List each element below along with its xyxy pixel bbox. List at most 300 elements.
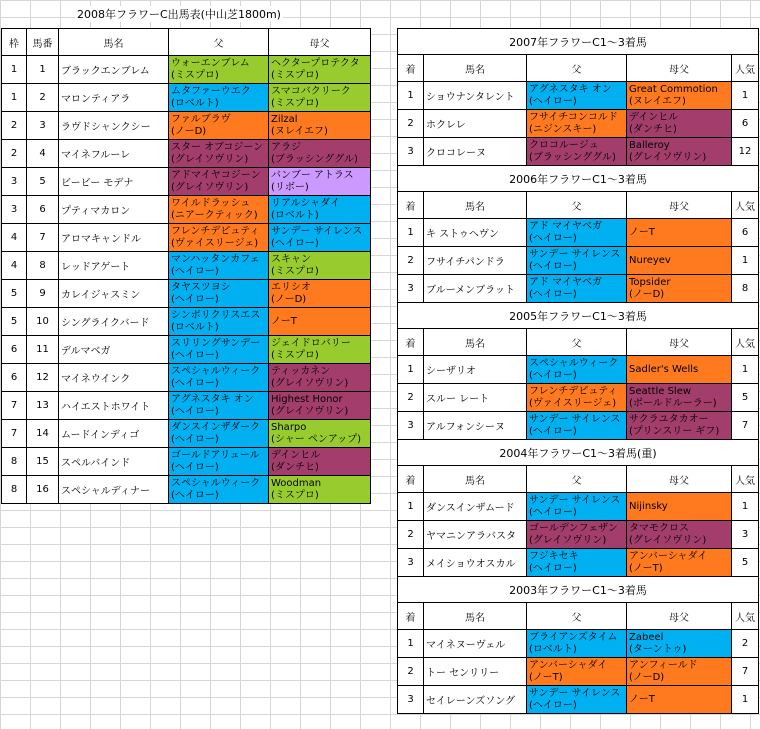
popularity-cell: 1	[732, 356, 759, 384]
horse-name: ジェイドロバリー	[271, 337, 351, 349]
horse-name: スキャン	[271, 253, 311, 265]
waku-cell: 2	[2, 112, 27, 140]
sire-cell	[169, 280, 269, 308]
horse-name-cell: ムードインディゴ	[59, 420, 169, 448]
horse-name: タヤスツヨシ	[171, 281, 231, 293]
waku-cell: 5	[2, 308, 27, 336]
sire-line: (ミスプロ)	[271, 349, 319, 361]
broodmare-sire-cell	[627, 247, 732, 275]
sire-cell	[527, 219, 627, 247]
column-header: 着	[398, 192, 424, 219]
column-header: 母父	[627, 329, 732, 356]
horse-name-cell: アロマキャンドル	[59, 224, 169, 252]
horse-name: デインヒル	[629, 111, 679, 123]
waku-cell: 3	[2, 168, 27, 196]
column-header: 着	[398, 55, 424, 82]
horse-name-cell: キ ストゥヘヴン	[424, 219, 527, 247]
horse-name-cell: ハイエストホワイト	[59, 392, 169, 420]
broodmare-sire-cell	[627, 82, 732, 110]
broodmare-sire-cell	[269, 140, 371, 168]
broodmare-sire-cell	[269, 84, 371, 112]
table-row	[398, 219, 759, 247]
number-cell: 1	[27, 56, 59, 84]
column-header: 馬名	[424, 329, 527, 356]
popularity-cell: 3	[732, 521, 759, 549]
column-header: 人気	[732, 329, 759, 356]
column-header: 枠	[2, 29, 27, 56]
horse-name: サクラユタカオー	[629, 413, 709, 425]
result-header-row	[398, 192, 759, 219]
sire-cell	[527, 384, 627, 412]
table-row	[2, 252, 371, 280]
year-title-row	[398, 29, 759, 55]
sire-cell	[527, 82, 627, 110]
column-header: 人気	[732, 192, 759, 219]
horse-name: Sadler's Wells	[629, 363, 699, 375]
table-row	[398, 549, 759, 577]
sire-cell	[169, 420, 269, 448]
broodmare-sire-cell	[269, 224, 371, 252]
table-row	[2, 364, 371, 392]
horse-name: クロコルージュ	[529, 139, 599, 151]
rank-cell: 3	[398, 138, 424, 166]
waku-cell: 8	[2, 476, 27, 504]
horse-name-cell: ブラックエンブレム	[59, 56, 169, 84]
horse-name-cell: デルマベガ	[59, 336, 169, 364]
table-row	[398, 686, 759, 714]
waku-cell: 3	[2, 196, 27, 224]
horse-name-cell: カレイジャスミン	[59, 280, 169, 308]
horse-name: スペシャルウィーク	[529, 357, 619, 369]
table-row	[2, 420, 371, 448]
broodmare-sire-cell	[627, 658, 732, 686]
sire-line: (ノーD)	[629, 288, 665, 300]
horse-name: ブライアンズタイム	[529, 631, 618, 643]
popularity-cell: 6	[732, 110, 759, 138]
column-header: 母父	[627, 55, 732, 82]
horse-name: サンデー サイレンス	[271, 225, 363, 237]
popularity-cell: 1	[732, 493, 759, 521]
broodmare-sire-cell	[627, 110, 732, 138]
rank-cell: 2	[398, 110, 424, 138]
horse-name: スリリングサンデー	[171, 337, 261, 349]
sire-cell	[169, 168, 269, 196]
table-row	[398, 493, 759, 521]
column-header: 着	[398, 329, 424, 356]
horse-name: Zabeel	[629, 631, 664, 643]
popularity-cell: 1	[732, 247, 759, 275]
table-row	[2, 112, 371, 140]
sire-line: (ヘイロー)	[171, 433, 219, 445]
table-row	[398, 412, 759, 440]
column-header: 馬名	[424, 55, 527, 82]
broodmare-sire-cell	[269, 448, 371, 476]
rank-cell: 2	[398, 658, 424, 686]
horse-name: ダンスインザダーク	[171, 421, 261, 433]
year-title: 2005年フラワーC1～3着馬	[398, 303, 759, 329]
horse-name: アド マイヤベガ	[529, 276, 602, 288]
sire-line: (ミスプロ)	[271, 97, 319, 109]
sire-line: (ヴァイスリージェ)	[171, 237, 259, 249]
table-row	[2, 224, 371, 252]
popularity-cell: 5	[732, 549, 759, 577]
broodmare-sire-cell	[627, 384, 732, 412]
broodmare-sire-cell	[269, 308, 371, 336]
column-header: 馬名	[424, 603, 527, 630]
sire-cell	[527, 247, 627, 275]
rank-cell: 3	[398, 275, 424, 303]
horse-name: アンバーシャダイ	[629, 550, 708, 562]
year-title-row	[398, 577, 759, 603]
sire-line: (ボールドルーラー)	[629, 397, 717, 409]
table-row	[398, 521, 759, 549]
sire-cell	[169, 308, 269, 336]
horse-name: スペシャルウィーク	[171, 365, 261, 377]
sire-line: (ヘイロー)	[529, 699, 577, 711]
horse-name-cell: マイネフルーレ	[59, 140, 169, 168]
horse-name: ムタファーウエク	[171, 85, 251, 97]
sire-line: (ヘイロー)	[271, 237, 319, 249]
sire-line: (グレイソヴリン)	[171, 153, 249, 165]
horse-name: マンハッタンカフェ	[171, 253, 260, 265]
table-row	[2, 308, 371, 336]
year-title: 2007年フラワーC1～3着馬	[398, 29, 759, 55]
horse-name-cell: ヤマニンアラバスタ	[424, 521, 527, 549]
result-header-row	[398, 55, 759, 82]
broodmare-sire-cell	[269, 196, 371, 224]
sire-line: (ミスプロ)	[171, 69, 219, 81]
year-title: 2003年フラワーC1～3着馬	[398, 577, 759, 603]
horse-name-cell: ビービー モデナ	[59, 168, 169, 196]
popularity-cell: 8	[732, 275, 759, 303]
year-title: 2004年フラワーC1～3着馬(重)	[398, 440, 759, 466]
table-row	[398, 384, 759, 412]
horse-name: ヘクタープロテクタ	[271, 57, 360, 69]
sire-cell	[527, 493, 627, 521]
year-title: 2006年フラワーC1～3着馬	[398, 166, 759, 192]
sire-line: (ノーD)	[171, 125, 207, 137]
column-header: 人気	[732, 55, 759, 82]
column-header: 人気	[732, 466, 759, 493]
popularity-cell: 7	[732, 658, 759, 686]
horse-name: サンデー サイレンス	[529, 687, 621, 699]
sire-cell	[169, 84, 269, 112]
broodmare-sire-cell	[627, 493, 732, 521]
table-row	[398, 275, 759, 303]
column-header: 馬名	[424, 192, 527, 219]
broodmare-sire-cell	[269, 112, 371, 140]
horse-name: Sharpo	[271, 421, 307, 433]
broodmare-sire-cell	[269, 476, 371, 504]
sire-line: (ブラッシンググル)	[271, 153, 358, 165]
sire-line: (ダンチヒ)	[629, 123, 677, 135]
waku-cell: 4	[2, 224, 27, 252]
table-row	[2, 448, 371, 476]
sire-cell	[169, 140, 269, 168]
horse-name-cell: プティマカロン	[59, 196, 169, 224]
sire-line: (ヘイロー)	[171, 293, 219, 305]
broodmare-sire-cell	[627, 630, 732, 658]
result-header-row	[398, 329, 759, 356]
sire-line: (ノーD)	[629, 671, 665, 683]
sire-line: (ロベルト)	[271, 209, 319, 221]
broodmare-sire-cell	[269, 56, 371, 84]
number-cell: 11	[27, 336, 59, 364]
table-row	[398, 630, 759, 658]
horse-name: アンバーシャダイ	[529, 659, 608, 671]
sire-cell	[169, 56, 269, 84]
horse-name: Woodman	[271, 477, 322, 489]
broodmare-sire-cell	[269, 252, 371, 280]
rank-cell: 3	[398, 549, 424, 577]
horse-name-cell: マロンティアラ	[59, 84, 169, 112]
popularity-cell: 1	[732, 82, 759, 110]
horse-name: Seattle Slew	[629, 385, 692, 397]
sire-cell	[527, 686, 627, 714]
sire-line: (ヘイロー)	[171, 377, 219, 389]
horse-name: アグネスタキ オン	[171, 393, 254, 405]
entry-table	[1, 28, 371, 504]
broodmare-sire-cell	[269, 420, 371, 448]
sire-line: (ヘイロー)	[529, 369, 577, 381]
sire-line: (リボー)	[271, 181, 309, 193]
broodmare-sire-cell	[269, 280, 371, 308]
rank-cell: 3	[398, 686, 424, 714]
horse-name: タマモクロス	[629, 522, 689, 534]
sire-cell	[169, 196, 269, 224]
horse-name: アド マイヤベガ	[529, 220, 602, 232]
sire-line: (ヘイロー)	[171, 461, 219, 473]
sire-cell	[527, 138, 627, 166]
broodmare-sire-cell	[269, 364, 371, 392]
sire-line: (ノーT)	[529, 671, 563, 683]
broodmare-sire-cell	[627, 686, 732, 714]
rank-cell: 2	[398, 247, 424, 275]
horse-name-cell: スルー レート	[424, 384, 527, 412]
number-cell: 8	[27, 252, 59, 280]
horse-name: Nijinsky	[629, 500, 668, 512]
sire-line: (ヘイロー)	[529, 95, 577, 107]
column-header: 馬番	[27, 29, 59, 56]
sire-line: (ミスプロ)	[271, 69, 319, 81]
sire-line: (ロベルト)	[529, 643, 577, 655]
broodmare-sire-cell	[627, 549, 732, 577]
horse-name-cell: ショウナンタレント	[424, 82, 527, 110]
broodmare-sire-cell	[627, 138, 732, 166]
horse-name-cell: アルフォンシーヌ	[424, 412, 527, 440]
table-row	[2, 280, 371, 308]
horse-name: ノーT	[629, 693, 655, 705]
horse-name: ファルブラヴ	[171, 113, 231, 125]
sire-cell	[169, 112, 269, 140]
column-header: 馬名	[59, 29, 169, 56]
sire-line: (ノーT)	[629, 562, 663, 574]
number-cell: 2	[27, 84, 59, 112]
horse-name: ウォーエンブレム	[171, 57, 250, 69]
sire-cell	[169, 392, 269, 420]
table-row	[2, 140, 371, 168]
sire-line: (ターントゥ)	[629, 643, 687, 655]
table-row	[2, 84, 371, 112]
column-header: 父	[527, 466, 627, 493]
sire-line: (ヘイロー)	[529, 260, 577, 272]
rank-cell: 1	[398, 630, 424, 658]
table-row	[398, 247, 759, 275]
horse-name: スター オブコジーン	[171, 141, 264, 153]
column-header: 母父	[627, 192, 732, 219]
horse-name: バンブー アトラス	[271, 169, 354, 181]
sire-cell	[527, 356, 627, 384]
sire-cell	[527, 412, 627, 440]
horse-name: アグネスタキ オン	[529, 83, 612, 95]
column-header: 母父	[627, 603, 732, 630]
horse-name: フレンチデピュティ	[171, 225, 260, 237]
number-cell: 6	[27, 196, 59, 224]
table-row	[398, 110, 759, 138]
horse-name: フサイチコンコルド	[529, 111, 618, 123]
horse-name: アンフィールド	[629, 659, 698, 671]
waku-cell: 6	[2, 364, 27, 392]
horse-name: Balleroy	[629, 139, 670, 151]
rank-cell: 1	[398, 493, 424, 521]
broodmare-sire-cell	[627, 521, 732, 549]
sire-cell	[169, 336, 269, 364]
broodmare-sire-cell	[627, 356, 732, 384]
horse-name: アラジ	[271, 141, 301, 153]
sire-line: (グレイソヴリン)	[171, 181, 249, 193]
sire-cell	[527, 110, 627, 138]
table-row	[398, 82, 759, 110]
column-header: 馬名	[424, 466, 527, 493]
column-header: 母父	[269, 29, 371, 56]
horse-name-cell: ダンスインザムード	[424, 493, 527, 521]
number-cell: 5	[27, 168, 59, 196]
horse-name: ティッカネン	[271, 365, 331, 377]
sire-line: (ヌレイエフ)	[271, 125, 328, 137]
horse-name-cell: マイネヌーヴェル	[424, 630, 527, 658]
horse-name-cell: ホクレレ	[424, 110, 527, 138]
horse-name-cell: メイショウオスカル	[424, 549, 527, 577]
horse-name: フジキセキ	[529, 550, 579, 562]
horse-name: Nureyev	[629, 254, 671, 266]
horse-name: シンボリクリスエス	[171, 309, 261, 321]
past-results-table	[397, 28, 759, 714]
popularity-cell: 7	[732, 412, 759, 440]
horse-name: デインヒル	[271, 449, 321, 461]
result-header-row	[398, 466, 759, 493]
sire-line: (シャー ペンアップ)	[271, 433, 362, 445]
horse-name: サンデー サイレンス	[529, 413, 621, 425]
column-header: 父	[527, 603, 627, 630]
rank-cell: 1	[398, 356, 424, 384]
sire-line: (グレイソヴリン)	[271, 377, 349, 389]
number-cell: 14	[27, 420, 59, 448]
horse-name: ワイルドラッシュ	[171, 197, 251, 209]
horse-name: リアルシャダイ	[271, 197, 340, 209]
rank-cell: 1	[398, 219, 424, 247]
rank-cell: 2	[398, 384, 424, 412]
sire-line: (ヘイロー)	[171, 265, 219, 277]
horse-name-cell: マイネウインク	[59, 364, 169, 392]
popularity-cell: 2	[732, 630, 759, 658]
waku-cell: 6	[2, 336, 27, 364]
waku-cell: 8	[2, 448, 27, 476]
sire-line: (ロベルト)	[171, 97, 219, 109]
horse-name: Zilzal	[271, 113, 298, 125]
sire-line: (グレイソヴリン)	[629, 151, 707, 163]
year-title-row	[398, 440, 759, 466]
entry-header-row	[2, 29, 371, 56]
horse-name-cell: ブルーメンブラット	[424, 275, 527, 303]
broodmare-sire-cell	[627, 275, 732, 303]
sire-line: (ヌレイエフ)	[629, 95, 686, 107]
horse-name-cell: レッドアゲート	[59, 252, 169, 280]
table-row	[2, 196, 371, 224]
horse-name: Great Commotion	[629, 83, 718, 95]
number-cell: 16	[27, 476, 59, 504]
sire-cell	[169, 476, 269, 504]
broodmare-sire-cell	[269, 336, 371, 364]
table-row	[2, 168, 371, 196]
horse-name: スペシャルウィーク	[171, 477, 261, 489]
horse-name-cell: シングライクバード	[59, 308, 169, 336]
column-header: 父	[169, 29, 269, 56]
sire-cell	[169, 252, 269, 280]
sire-line: (ヘイロー)	[529, 562, 577, 574]
waku-cell: 1	[2, 84, 27, 112]
sire-line: (プリンスリー ギフ)	[629, 425, 720, 437]
sire-cell	[169, 364, 269, 392]
column-header: 着	[398, 603, 424, 630]
sire-line: (ヘイロー)	[171, 489, 219, 501]
waku-cell: 4	[2, 252, 27, 280]
horse-name-cell: トー センリリー	[424, 658, 527, 686]
horse-name-cell: スペルバインド	[59, 448, 169, 476]
column-header: 父	[527, 192, 627, 219]
horse-name-cell: スペシャルディナー	[59, 476, 169, 504]
column-header: 人気	[732, 603, 759, 630]
horse-name: ゴールドアリュール	[171, 449, 260, 461]
popularity-cell: 12	[732, 138, 759, 166]
rank-cell: 1	[398, 82, 424, 110]
number-cell: 10	[27, 308, 59, 336]
horse-name: アドマイヤコジーン	[171, 169, 261, 181]
horse-name-cell: クロコレーヌ	[424, 138, 527, 166]
sire-cell	[527, 658, 627, 686]
horse-name: サンデー サイレンス	[529, 494, 621, 506]
sire-line: (ヘイロー)	[529, 506, 577, 518]
horse-name-cell: セイレーンズソング	[424, 686, 527, 714]
table-row	[2, 336, 371, 364]
table-row	[2, 56, 371, 84]
sire-line: (ブラッシンググル)	[529, 151, 616, 163]
year-title-row	[398, 303, 759, 329]
horse-name-cell: ラヴドシャンクシー	[59, 112, 169, 140]
table-row	[398, 138, 759, 166]
sire-line: (グレイソヴリン)	[529, 534, 607, 546]
sire-cell	[527, 275, 627, 303]
number-cell: 12	[27, 364, 59, 392]
sire-line: (ヘイロー)	[529, 288, 577, 300]
sire-line: (グレイソヴリン)	[629, 534, 707, 546]
rank-cell: 2	[398, 521, 424, 549]
broodmare-sire-cell	[269, 168, 371, 196]
sire-line: (ロベルト)	[171, 321, 219, 333]
column-header: 母父	[627, 466, 732, 493]
table-row	[398, 658, 759, 686]
table-row	[398, 356, 759, 384]
sire-cell	[527, 521, 627, 549]
